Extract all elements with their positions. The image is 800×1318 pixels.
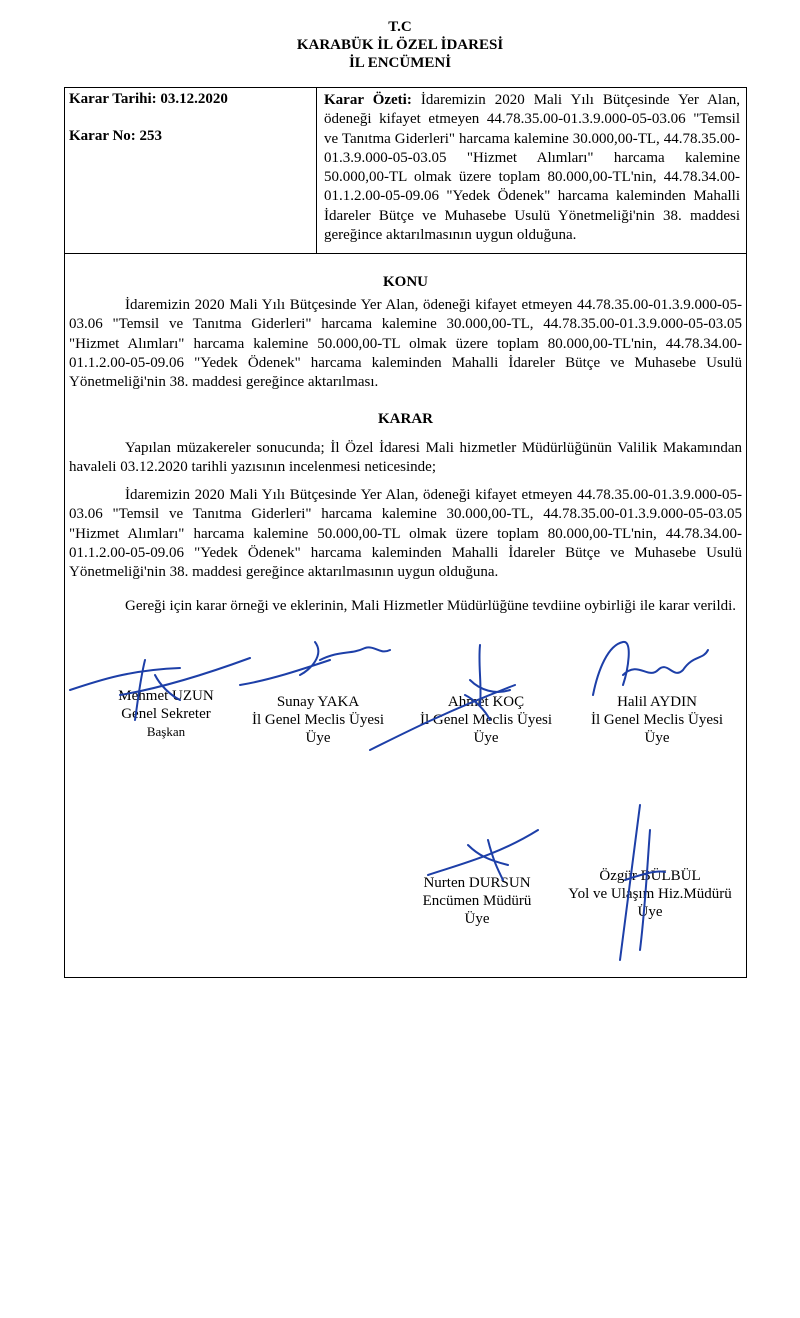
signatory-block (377, 874, 577, 928)
signatory-title: İl Genel Meclis Üyesi (590, 712, 724, 728)
column-divider (316, 88, 317, 253)
konu-title: KONU (383, 274, 428, 290)
signatory-title: Yol ve Ulaşım Hiz.Müdürü (568, 886, 732, 902)
karar-title: KARAR (378, 411, 433, 427)
signatory-name: Özgür BÜLBÜL (599, 868, 701, 884)
signatory-role: Üye (305, 730, 331, 746)
decision-summary (324, 91, 740, 245)
header-tc: T.C (388, 19, 412, 35)
signatory-name: Sunay YAKA (276, 694, 360, 710)
karar-paragraph-3: Gereği için karar örneği ve eklerinin, Mali Hizmetler Müdürlüğüne tevdiine oybirliği ile karar verildi. (125, 598, 737, 614)
signatory-role: Üye (473, 730, 499, 746)
summary-label: Karar Özeti: (324, 92, 412, 108)
row-divider (65, 253, 746, 254)
karar-paragraph-2: İdaremizin 2020 Mali Yılı Bütçesinde Yer Alan, ödeneği kifayet etmeyen 44.78.35.00-01.3.9.000-05-03.06 "Temsil ve Tanıtma Giderleri" harcama kalemine 30.000,00-TL, 44.78.35.00-01.3.9.000-05-03.05 "Hizmet Alımları" harcama kalemine 50.000,00-TL olmak üzere toplam 80.000,00-TL'nin, 44.78.34.00-01.1.2.00-05-09.06 "Yedek Ödenek" harcama kaleminden Mahalli İdareler Bütçe ve Muhasebe Usulü Yönetmeliği'nin 38. maddesi gereğince aktarılmasının uygun olduğuna. (69, 487, 742, 581)
header-council: İL ENCÜMENİ (348, 55, 452, 71)
decision-number: Karar No: 253 (69, 128, 163, 144)
signatory-title: İl Genel Meclis Üyesi (419, 712, 553, 728)
signatory-role: Başkan (146, 724, 186, 739)
signatory-role: Üye (464, 911, 490, 927)
signatory-title: Genel Sekreter (121, 706, 211, 722)
decision-date: Karar Tarihi: 03.12.2020 (69, 91, 228, 107)
decision-frame (64, 87, 747, 978)
header-institution: KARABÜK İL ÖZEL İDARESİ (296, 37, 504, 53)
signatory-block (557, 693, 757, 747)
signatory-name: Ahmet KOÇ (447, 694, 525, 710)
signatory-role: Üye (644, 730, 670, 746)
signatory-name: Mehmet UZUN (118, 688, 214, 704)
signatory-name: Halil AYDIN (617, 694, 697, 710)
signatory-role: Üye (637, 904, 663, 920)
signatory-title: Encümen Müdürü (422, 893, 532, 909)
signatory-title: İl Genel Meclis Üyesi (251, 712, 385, 728)
summary-text: İdaremizin 2020 Mali Yılı Bütçesinde Yer Alan, ödeneği kifayet etmeyen 44.78.35.00-01.3.9.000-05-03.06 "Temsil ve Tanıtma Giderleri" harcama kalemine 30.000,00-TL, 44.78.35.00-01.3.9.000-05-03.05 "Hizmet Alımları" harcama kalemine 50.000,00-TL olmak üzere toplam 80.000,00-TL'nin, 44.78.34.00-01.1.2.00-05-09.06 "Yedek Ödenek" harcama kaleminden Mahalli İdareler Bütçe ve Muhasebe Usulü Yönetmeliği'nin 38. maddesi gereğince aktarılmasının uygun olduğuna. (324, 92, 740, 244)
signatory-block (386, 693, 586, 747)
signatory-name: Nurten DURSUN (423, 875, 531, 891)
signatory-block (550, 867, 750, 921)
karar-paragraph-1: Yapılan müzakereler sonucunda; İl Özel İdaresi Mali hizmetler Müdürlüğünün Valilik Makamından havaleli 03.12.2020 tarihli yazısının incelenmesi neticesinde; (69, 440, 742, 476)
konu-text: İdaremizin 2020 Mali Yılı Bütçesinde Yer Alan, ödeneği kifayet etmeyen 44.78.35.00-01.3.9.000-05-03.06 "Temsil ve Tanıtma Giderleri" harcama kalemine 30.000,00-TL, 44.78.35.00-01.3.9.000-05-03.05 "Hizmet Alımları" harcama kalemine 50.000,00-TL olmak üzere toplam 80.000,00-TL'nin, 44.78.34.00-01.1.2.00-05-09.06 "Yedek Ödenek" harcama kaleminden Mahalli İdareler Bütçe ve Muhasebe Usulü Yönetmeliği'nin 38. maddesi gereğince aktarılması. (69, 297, 742, 391)
